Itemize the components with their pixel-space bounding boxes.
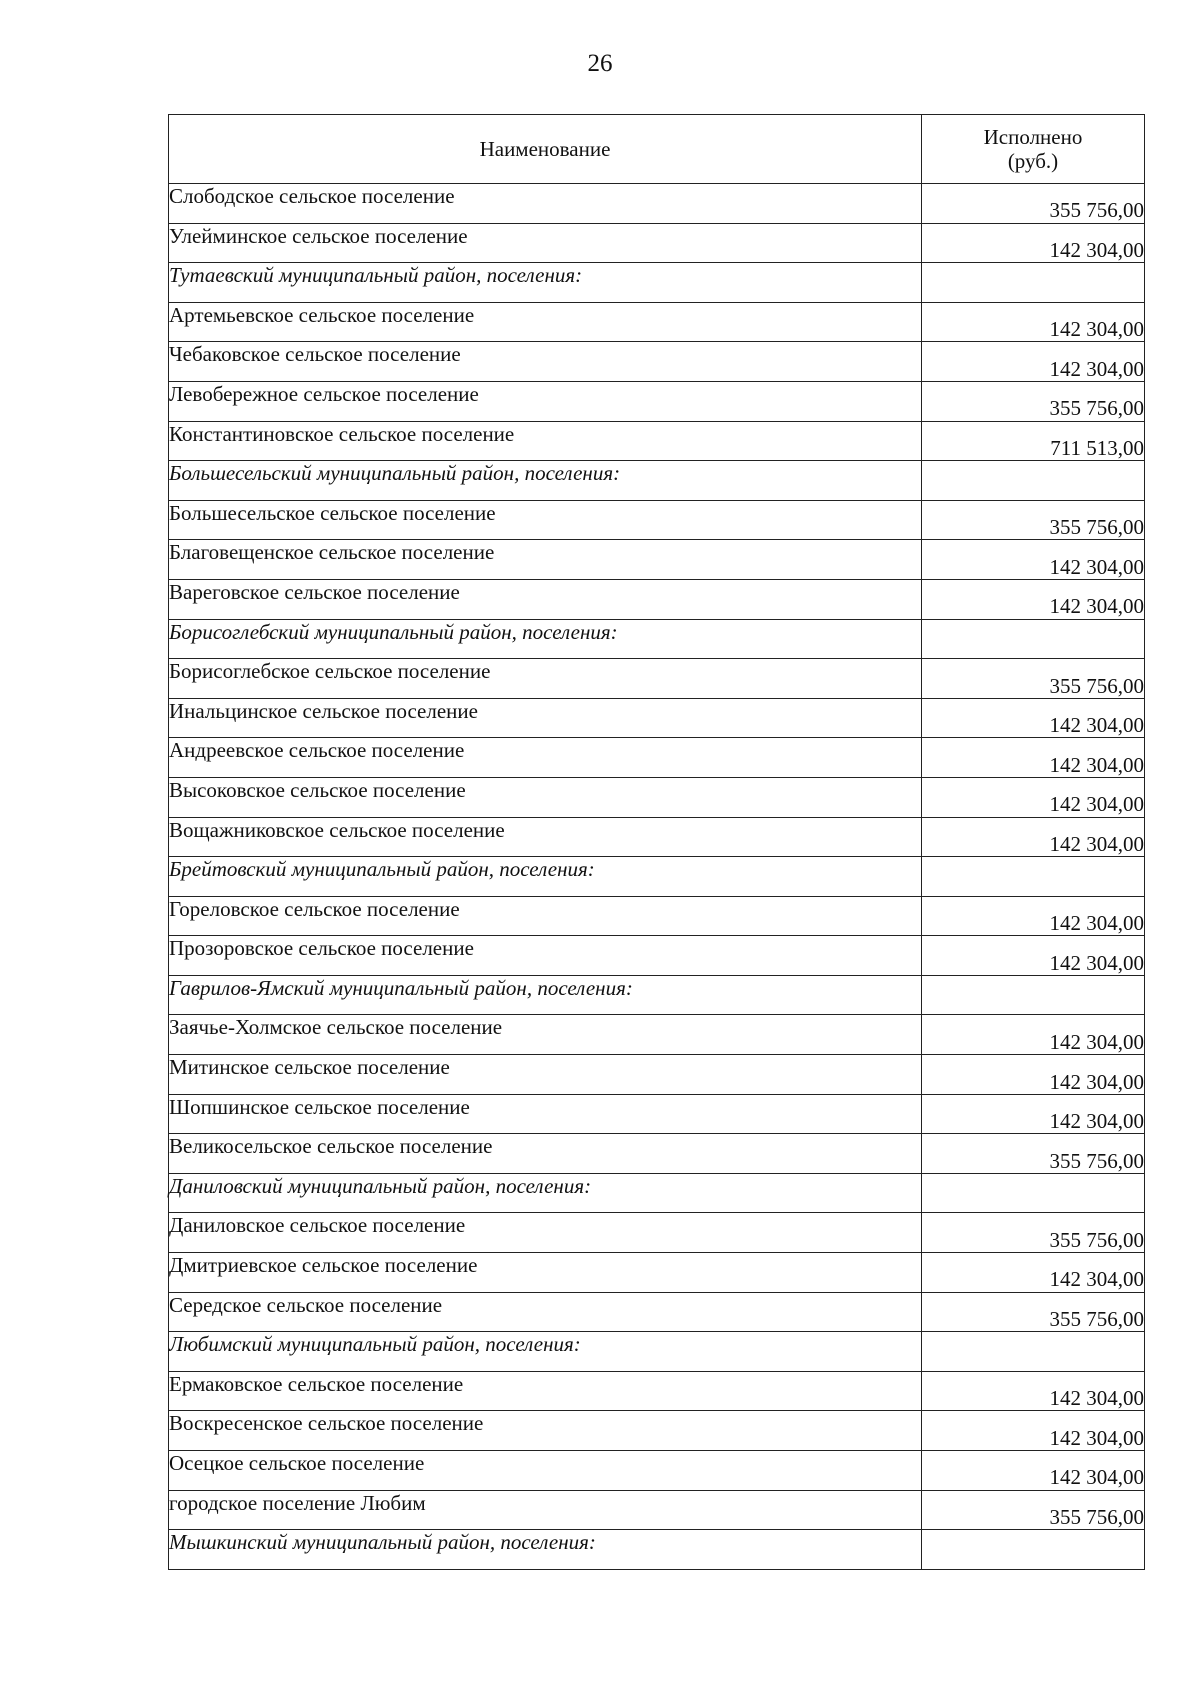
- table-row: [169, 738, 1145, 778]
- settlement-name-cell: Левобережное сельское поселение: [169, 381, 922, 421]
- table-row: [169, 1015, 1145, 1055]
- executed-amount-cell: 142 304,00: [922, 1253, 1145, 1293]
- executed-amount-cell: 355 756,00: [922, 184, 1145, 224]
- settlement-name-cell: Инальцинское сельское поселение: [169, 698, 922, 738]
- executed-amount-cell: [922, 857, 1145, 897]
- settlement-name-cell: Слободское сельское поселение: [169, 184, 922, 224]
- table-row: [169, 1094, 1145, 1134]
- settlement-name-cell: Прозоровское сельское поселение: [169, 936, 922, 976]
- district-group-row: [169, 1173, 1145, 1213]
- table-row: [169, 1055, 1145, 1095]
- district-group-row: [169, 461, 1145, 501]
- settlement-name-cell: городское поселение Любим: [169, 1490, 922, 1530]
- table-row: [169, 1134, 1145, 1174]
- settlement-name-cell: Вощажниковское сельское поселение: [169, 817, 922, 857]
- settlement-name-cell: Благовещенское сельское поселение: [169, 540, 922, 580]
- district-name-cell: Даниловский муниципальный район, поселения:: [169, 1173, 922, 1213]
- settlement-name-cell: Ермаковское сельское поселение: [169, 1371, 922, 1411]
- executed-amount-cell: 142 304,00: [922, 777, 1145, 817]
- district-group-row: [169, 619, 1145, 659]
- table-row: [169, 302, 1145, 342]
- table-row: [169, 540, 1145, 580]
- settlement-name-cell: Осецкое сельское поселение: [169, 1451, 922, 1491]
- district-name-cell: Тутаевский муниципальный район, поселения:: [169, 263, 922, 303]
- settlement-name-cell: Митинское сельское поселение: [169, 1055, 922, 1095]
- table-row: [169, 342, 1145, 382]
- table-row: [169, 381, 1145, 421]
- executed-amount-cell: [922, 1530, 1145, 1570]
- executed-amount-cell: 355 756,00: [922, 381, 1145, 421]
- district-group-row: [169, 975, 1145, 1015]
- executed-amount-cell: 355 756,00: [922, 1490, 1145, 1530]
- table-header: [169, 115, 1145, 184]
- settlement-name-cell: Великосельское сельское поселение: [169, 1134, 922, 1174]
- district-name-cell: Большесельский муниципальный район, поселения:: [169, 461, 922, 501]
- settlement-name-cell: Андреевское сельское поселение: [169, 738, 922, 778]
- settlement-name-cell: Шопшинское сельское поселение: [169, 1094, 922, 1134]
- settlement-name-cell: Борисоглебское сельское поселение: [169, 659, 922, 699]
- executed-amount-cell: 142 304,00: [922, 896, 1145, 936]
- table-body: [169, 184, 1145, 1570]
- settlement-name-cell: Артемьевское сельское поселение: [169, 302, 922, 342]
- settlement-name-cell: Заячье-Холмское сельское поселение: [169, 1015, 922, 1055]
- executed-header-line1: Исполнено: [983, 124, 1083, 149]
- executed-amount-cell: [922, 461, 1145, 501]
- settlement-name-cell: Большесельское сельское поселение: [169, 500, 922, 540]
- table-row: [169, 223, 1145, 263]
- executed-amount-cell: 142 304,00: [922, 1411, 1145, 1451]
- executed-amount-cell: 355 756,00: [922, 659, 1145, 699]
- table-row: [169, 659, 1145, 699]
- settlement-name-cell: Константиновское сельское поселение: [169, 421, 922, 461]
- executed-amount-cell: 142 304,00: [922, 1451, 1145, 1491]
- table-row: [169, 698, 1145, 738]
- table-row: [169, 579, 1145, 619]
- executed-amount-cell: [922, 619, 1145, 659]
- executed-amount-cell: [922, 1332, 1145, 1372]
- settlement-name-cell: Дмитриевское сельское поселение: [169, 1253, 922, 1293]
- district-name-cell: Гаврилов-Ямский муниципальный район, поселения:: [169, 975, 922, 1015]
- executed-amount-cell: 142 304,00: [922, 1094, 1145, 1134]
- table-row: [169, 421, 1145, 461]
- executed-amount-cell: [922, 975, 1145, 1015]
- executed-amount-cell: 711 513,00: [922, 421, 1145, 461]
- page-number: 26: [587, 50, 613, 77]
- table-row: [169, 1411, 1145, 1451]
- settlement-name-cell: Воскресенское сельское поселение: [169, 1411, 922, 1451]
- header-row: [169, 115, 1145, 184]
- settlement-name-cell: Чебаковское сельское поселение: [169, 342, 922, 382]
- table-row: [169, 936, 1145, 976]
- settlement-name-cell: Середское сельское поселение: [169, 1292, 922, 1332]
- name-column-header: Наименование: [169, 115, 922, 184]
- table-row: [169, 896, 1145, 936]
- budget-table: [168, 114, 1145, 1570]
- table-row: [169, 1451, 1145, 1491]
- executed-amount-cell: 355 756,00: [922, 500, 1145, 540]
- executed-amount-cell: 355 756,00: [922, 1292, 1145, 1332]
- settlement-name-cell: Улейминское сельское поселение: [169, 223, 922, 263]
- executed-amount-cell: 142 304,00: [922, 540, 1145, 580]
- executed-amount-cell: 142 304,00: [922, 1015, 1145, 1055]
- district-name-cell: Борисоглебский муниципальный район, поселения:: [169, 619, 922, 659]
- district-group-row: [169, 1332, 1145, 1372]
- executed-amount-cell: [922, 1173, 1145, 1213]
- executed-amount-cell: 142 304,00: [922, 579, 1145, 619]
- table-row: [169, 1213, 1145, 1253]
- executed-amount-cell: 142 304,00: [922, 738, 1145, 778]
- executed-amount-cell: 355 756,00: [922, 1134, 1145, 1174]
- executed-column-header: [922, 115, 1145, 184]
- settlement-name-cell: Вареговское сельское поселение: [169, 579, 922, 619]
- district-name-cell: Мышкинский муниципальный район, поселения:: [169, 1530, 922, 1570]
- district-group-row: [169, 1530, 1145, 1570]
- table-row: [169, 777, 1145, 817]
- executed-amount-cell: 142 304,00: [922, 698, 1145, 738]
- executed-amount-cell: [922, 263, 1145, 303]
- table-row: [169, 1371, 1145, 1411]
- settlement-name-cell: Гореловское сельское поселение: [169, 896, 922, 936]
- executed-amount-cell: 142 304,00: [922, 1371, 1145, 1411]
- table-row: [169, 184, 1145, 224]
- executed-amount-cell: 142 304,00: [922, 936, 1145, 976]
- executed-amount-cell: 142 304,00: [922, 302, 1145, 342]
- executed-amount-cell: 355 756,00: [922, 1213, 1145, 1253]
- district-group-row: [169, 857, 1145, 897]
- district-name-cell: Брейтовский муниципальный район, поселения:: [169, 857, 922, 897]
- table-row: [169, 817, 1145, 857]
- table-row: [169, 500, 1145, 540]
- table-row: [169, 1490, 1145, 1530]
- settlement-name-cell: Даниловское сельское поселение: [169, 1213, 922, 1253]
- executed-header-line2: (руб.): [1007, 149, 1059, 173]
- table-row: [169, 1253, 1145, 1293]
- executed-amount-cell: 142 304,00: [922, 223, 1145, 263]
- executed-amount-cell: 142 304,00: [922, 817, 1145, 857]
- district-name-cell: Любимский муниципальный район, поселения:: [169, 1332, 922, 1372]
- district-group-row: [169, 263, 1145, 303]
- table-row: [169, 1292, 1145, 1332]
- executed-amount-cell: 142 304,00: [922, 342, 1145, 382]
- settlement-name-cell: Высоковское сельское поселение: [169, 777, 922, 817]
- executed-amount-cell: 142 304,00: [922, 1055, 1145, 1095]
